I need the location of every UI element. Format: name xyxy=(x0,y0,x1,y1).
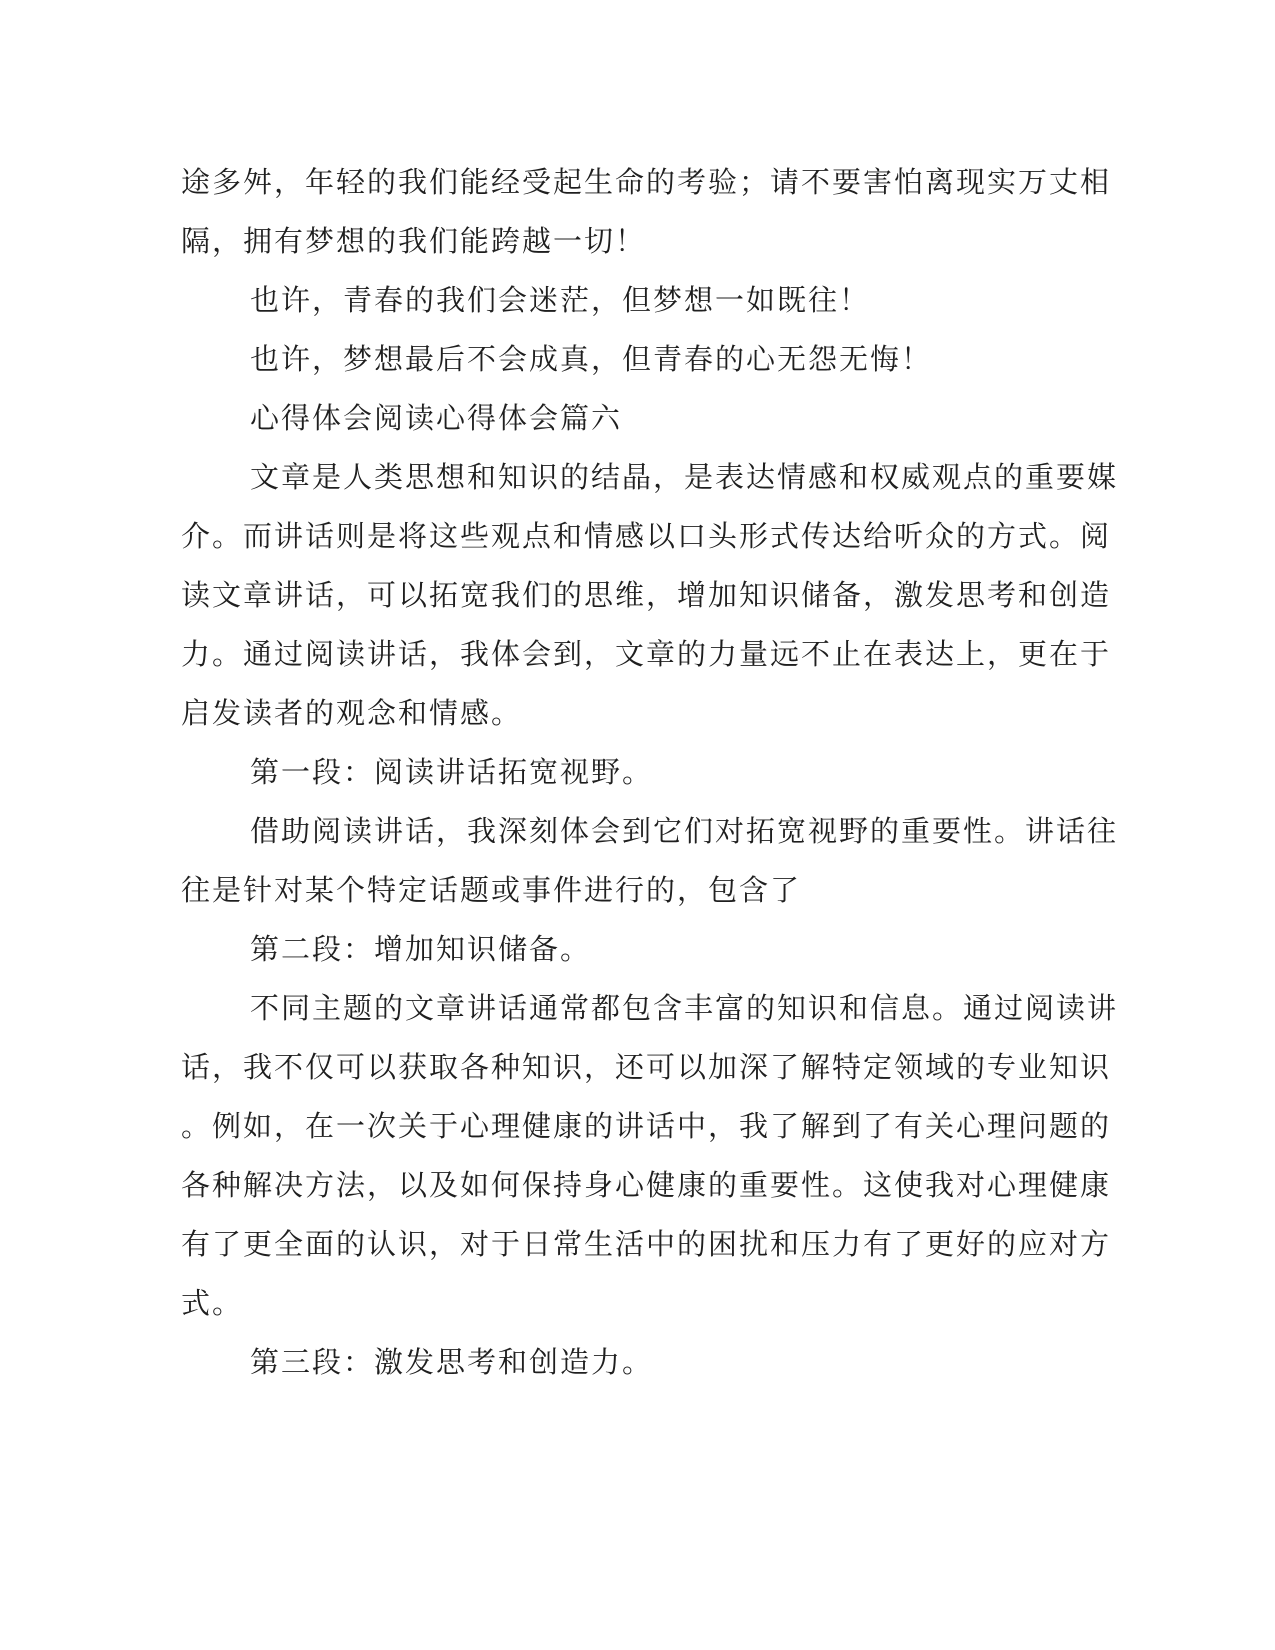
text-line-18: 各种解决方法，以及如何保持身心健康的重要性。这使我对心理健康 xyxy=(181,1168,1112,1202)
text-line-15: 不同主题的文章讲话通常都包含丰富的知识和信息。通过阅读讲 xyxy=(250,991,1119,1025)
text-line-19: 有了更全面的认识，对于日常生活中的困扰和压力有了更好的应对方 xyxy=(181,1227,1112,1261)
heading-line-2: 第二段：增加知识储备。 xyxy=(250,932,592,966)
text-line-10: 启发读者的观念和情感。 xyxy=(181,696,523,730)
heading-line-3: 第三段：激发思考和创造力。 xyxy=(250,1345,654,1379)
text-line-7: 介。而讲话则是将这些观点和情感以口头形式传达给听众的方式。阅 xyxy=(181,519,1112,553)
text-line-1: 途多舛，年轻的我们能经受起生命的考验；请不要害怕离现实万丈相 xyxy=(181,165,1112,199)
heading-line-1: 第一段：阅读讲话拓宽视野。 xyxy=(250,755,654,789)
text-line-2: 隔，拥有梦想的我们能跨越一切！ xyxy=(181,224,647,258)
text-line-20: 式。 xyxy=(181,1286,244,1320)
text-line-9: 力。通过阅读讲话，我体会到，文章的力量远不止在表达上，更在于 xyxy=(181,637,1112,671)
text-line-8: 读文章讲话，可以拓宽我们的思维，增加知识储备，激发思考和创造 xyxy=(181,578,1112,612)
section-title-line: 心得体会阅读心得体会篇六 xyxy=(250,401,623,435)
text-line-12: 借助阅读讲话，我深刻体会到它们对拓宽视野的重要性。讲话往 xyxy=(250,814,1119,848)
text-line-16: 话，我不仅可以获取各种知识，还可以加深了解特定领域的专业知识 xyxy=(181,1050,1112,1084)
text-line-3: 也许，青春的我们会迷茫，但梦想一如既往！ xyxy=(250,283,871,317)
text-line-17: 。例如，在一次关于心理健康的讲话中，我了解到了有关心理问题的 xyxy=(181,1109,1112,1143)
text-line-13: 往是针对某个特定话题或事件进行的，包含了 xyxy=(181,873,802,907)
text-line-4: 也许，梦想最后不会成真，但青春的心无怨无悔！ xyxy=(250,342,933,376)
text-line-6: 文章是人类思想和知识的结晶，是表达情感和权威观点的重要媒 xyxy=(250,460,1119,494)
